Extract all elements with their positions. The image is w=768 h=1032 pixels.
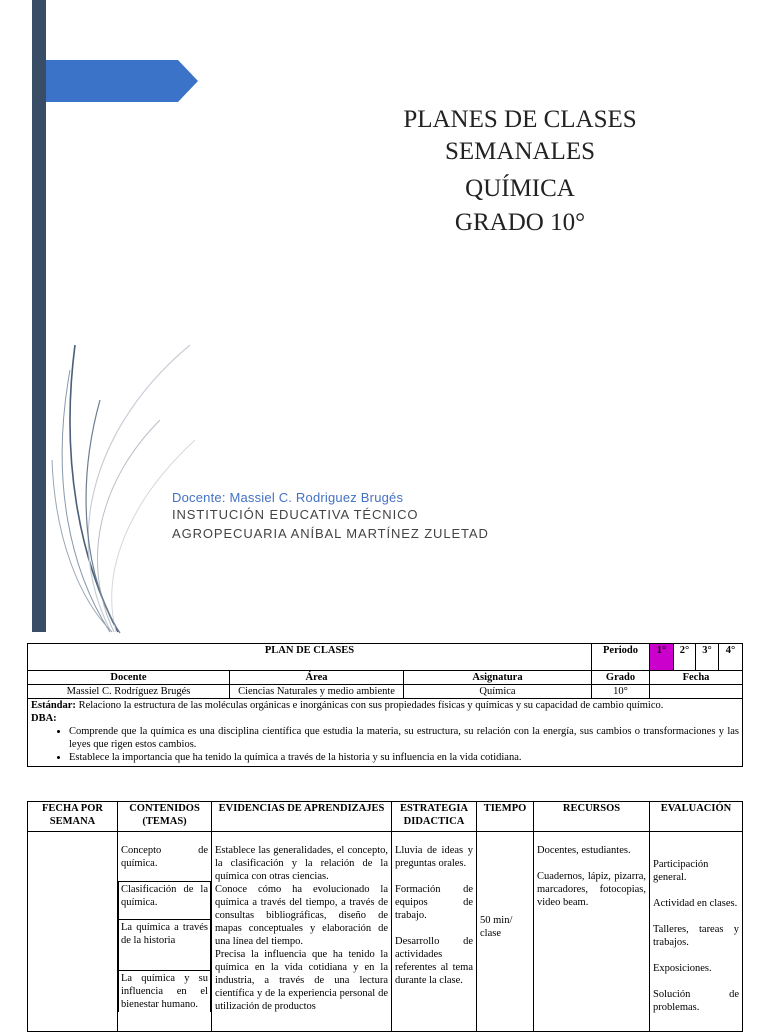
estrategia-item: Desarrollo de actividades referentes al tema durante la clase. bbox=[395, 936, 473, 986]
cell-contenidos bbox=[118, 832, 212, 1032]
header-fecha: Fecha bbox=[650, 671, 743, 685]
cell-tiempo: 50 min/ clase bbox=[477, 832, 534, 1032]
contenido-item: La química y su influencia en el bienestar humano. bbox=[118, 971, 211, 1012]
value-grado: 10° bbox=[592, 685, 650, 699]
cover-teacher: Docente: Massiel C. Rodriguez Brugés bbox=[172, 490, 404, 505]
header-docente: Docente bbox=[28, 671, 230, 685]
period-3: 3° bbox=[696, 644, 719, 671]
evaluacion-item: Talleres, tareas y trabajos. bbox=[653, 924, 739, 948]
cell-recursos bbox=[534, 832, 650, 1032]
cover-subject: QUÍMICA bbox=[465, 175, 575, 202]
cover-wave-lines bbox=[40, 340, 210, 634]
periodo-label: Periodo bbox=[592, 644, 650, 671]
cover-title-line2: SEMANALES bbox=[444, 138, 595, 165]
col-fecha: FECHA POR SEMANA bbox=[28, 802, 118, 832]
evaluacion-item: Participación general. bbox=[653, 859, 709, 883]
header-area: Área bbox=[230, 671, 404, 685]
header-grado: Grado bbox=[592, 671, 650, 685]
contenido-item: Clasificación de la química. bbox=[118, 881, 211, 920]
plan-table bbox=[27, 643, 743, 767]
cover-institution-line1: INSTITUCIÓN EDUCATIVA TÉCNICO bbox=[172, 507, 419, 522]
col-recursos: RECURSOS bbox=[534, 802, 650, 832]
cover-grade: GRADO 10° bbox=[454, 209, 586, 236]
cell-estrategia bbox=[392, 832, 477, 1032]
col-evidencias: EVIDENCIAS DE APRENDIZAJES bbox=[212, 802, 392, 832]
evaluacion-item: Exposiciones. bbox=[653, 963, 712, 974]
contenido-item: La química a través de la historia bbox=[118, 920, 211, 971]
evidencia-item: Conoce cómo ha evolucionado la química a través del tiempo, a través de consultas bibliográficas, diseño de mapas conceptuales y elaboración de una línea del tiempo. bbox=[215, 884, 388, 947]
col-estrategia: ESTRATEGIA DIDACTICA bbox=[392, 802, 477, 832]
dba-label: DBA: bbox=[31, 713, 57, 724]
recurso-item: Cuadernos, lápiz, pizarra, marcadores, fotocopias, video beam. bbox=[537, 871, 646, 908]
estrategia-item: Formación de equipos de trabajo. bbox=[395, 884, 473, 921]
cell-evaluacion bbox=[650, 832, 743, 1032]
estandar: Estándar: Relaciono la estructura de las moléculas orgánicas e inorgánicas con sus propiedades físicas y químicas y su capacidad de cambio químico. bbox=[31, 700, 664, 711]
value-area: Ciencias Naturales y medio ambiente bbox=[230, 685, 404, 699]
dba-item: • Establece la importancia que ha tenido la química a través de la historia y su influencia en la vida cotidiana. bbox=[69, 751, 739, 764]
evaluacion-item: Solución de problemas. bbox=[653, 989, 739, 1013]
evidencia-item: Establece las generalidades, el concepto, la clasificación y la relación de la química con otras ciencias. bbox=[215, 845, 388, 882]
dba-list bbox=[31, 725, 739, 764]
plan-title: PLAN DE CLASES bbox=[28, 644, 592, 671]
value-asignatura: Química bbox=[404, 685, 592, 699]
value-fecha bbox=[650, 685, 743, 699]
col-tiempo: TIEMPO bbox=[477, 802, 534, 832]
contenido-item: Concepto de química. bbox=[121, 845, 208, 869]
evaluacion-item: Actividad en clases. bbox=[653, 898, 738, 909]
recurso-item: Docentes, estudiantes. bbox=[537, 845, 631, 856]
col-contenidos: CONTENIDOS (TEMAS) bbox=[118, 802, 212, 832]
cell-evidencias bbox=[212, 832, 392, 1032]
header-asignatura: Asignatura bbox=[404, 671, 592, 685]
value-docente: Massiel C. Rodríguez Brugés bbox=[28, 685, 230, 699]
cell-fecha bbox=[28, 832, 118, 1032]
dba-item: • Comprende que la química es una disciplina científica que estudia la materia, su estructura, su relación con la energía, sus cambios o transformaciones y las leyes que rigen estos cambios. bbox=[69, 725, 739, 751]
period-4: 4° bbox=[719, 644, 743, 671]
weekly-table bbox=[27, 801, 743, 1032]
estrategia-item: Lluvia de ideas y preguntas orales. bbox=[395, 845, 473, 869]
cover-arrow-banner bbox=[46, 60, 198, 102]
estandar-dba-cell bbox=[28, 699, 743, 767]
period-1: 1° bbox=[650, 644, 674, 671]
cover-title-line1: PLANES DE CLASES bbox=[403, 106, 637, 133]
col-evaluacion: EVALUACIÓN bbox=[650, 802, 743, 832]
period-2: 2° bbox=[674, 644, 696, 671]
cover-institution-line2: AGROPECUARIA ANÍBAL MARTÍNEZ ZULETAD bbox=[172, 526, 489, 541]
evidencia-item: Precisa la influencia que ha tenido la química en la vida cotidiana y en la industria, a través de una lectura científica y de la experiencia personal de utilización de productos bbox=[215, 949, 388, 1012]
